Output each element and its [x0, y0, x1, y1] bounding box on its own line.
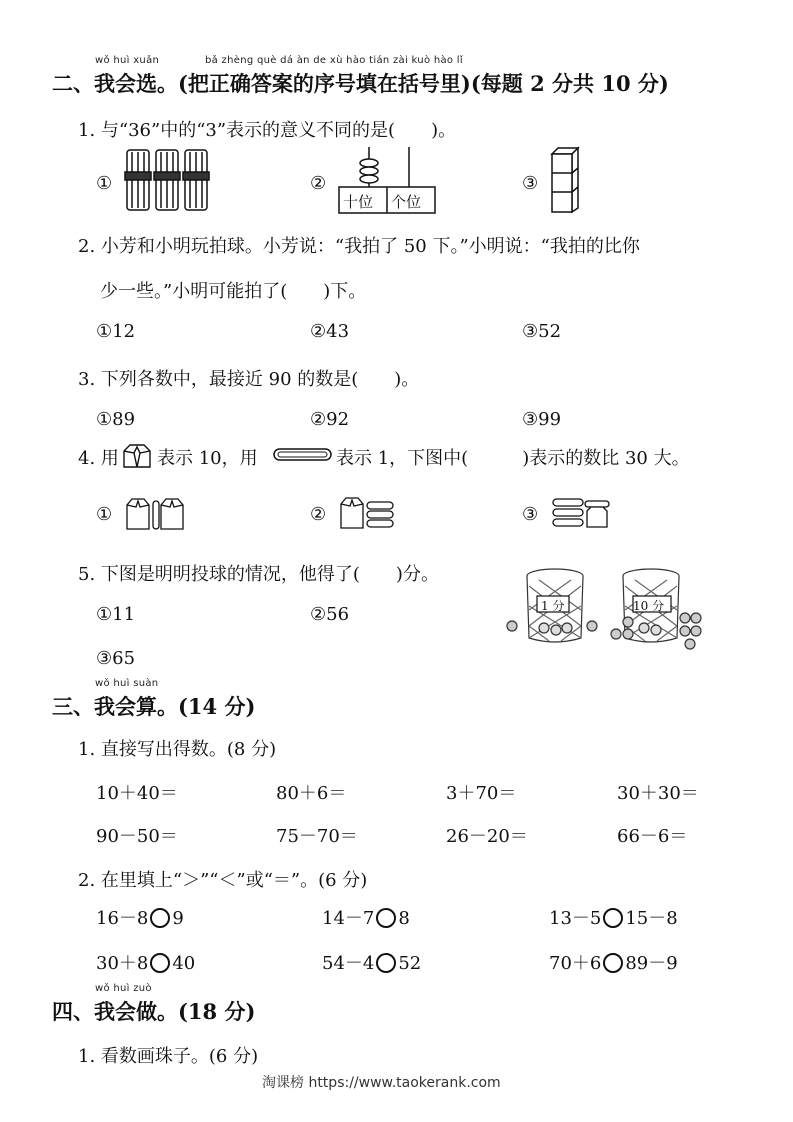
q5-option-3: ③65: [96, 648, 136, 669]
single-stick-icon: [273, 447, 333, 463]
footer-watermark: 淘课榜 https://www.taokerank.com: [262, 1075, 501, 1091]
q1-option-1-label: ①: [96, 173, 113, 194]
q3-option-2: ②92: [310, 409, 350, 430]
calc-item: 80＋6＝: [276, 783, 347, 804]
abacus-tens-label: 十位: [343, 193, 374, 211]
q4-option-2-image: [339, 496, 395, 532]
pinyin-instructions: bǎ zhèng què dá àn de xù hào tián zài kuò hào lǐ: [205, 55, 463, 66]
q2-option-2: ②43: [310, 321, 350, 342]
calc-subtitle: 1. 直接写出得数。(8 分): [78, 739, 277, 760]
question-4-part-1: 4. 用: [78, 448, 119, 469]
compare-item: 70＋6 89－9: [549, 953, 678, 974]
q5-option-1: ①11: [96, 604, 136, 625]
q4-option-1-image: [125, 497, 185, 531]
q2-option-1: ①12: [96, 321, 136, 342]
section-3-title: 三、我会算。(14 分): [52, 694, 256, 719]
answer-circle[interactable]: [603, 908, 623, 928]
q4-option-1-label: ①: [96, 504, 113, 525]
q4-option-3-image: [551, 497, 613, 531]
q4-option-2-label: ②: [310, 504, 327, 525]
pinyin-suan: wǒ huì suàn: [95, 678, 159, 689]
answer-circle[interactable]: [603, 953, 623, 973]
calc-item: 66－6＝: [617, 826, 688, 847]
question-4-part-3: 表示 1，下图中( )表示的数比 30 大。: [336, 448, 690, 469]
pinyin-zuo: wǒ huì zuò: [95, 983, 152, 994]
q5-option-2: ②56: [310, 604, 350, 625]
calc-item: 26－20＝: [446, 826, 528, 847]
pinyin-xuan: wǒ huì xuǎn: [95, 55, 160, 66]
calc-item: 10＋40＝: [96, 783, 178, 804]
question-1: 1. 与“36”中的“3”表示的意义不同的是( )。: [78, 120, 457, 141]
q2-option-3: ③52: [522, 321, 562, 342]
question-5: 5. 下图是明明投球的情况，他得了( )分。: [78, 564, 439, 585]
question-4-part-2: 表示 10，用: [157, 448, 258, 469]
q3-option-1: ①89: [96, 409, 136, 430]
basket-2-label: 10 分: [633, 599, 665, 613]
section-2-title: 二、我会选。(把正确答案的序号填在括号里)(每题 2 分共 10 分): [52, 71, 669, 96]
q4-option-3-label: ③: [522, 504, 539, 525]
compare-item: 30＋8 40: [96, 953, 196, 974]
bundles-of-sticks-image: [125, 148, 210, 214]
compare-item: 13－5 15－8: [549, 908, 678, 929]
question-2-line-1: 2. 小芳和小明玩拍球。小芳说：“我拍了 50 下。”小明说：“我拍的比你: [78, 236, 640, 257]
draw-beads-subtitle: 1. 看数画珠子。(6 分): [78, 1046, 259, 1067]
compare-item: 14－7 8: [322, 908, 410, 929]
q1-option-2-label: ②: [310, 173, 327, 194]
compare-item: 54－4 52: [322, 953, 422, 974]
abacus-ones-label: 个位: [391, 193, 422, 211]
section-4-title: 四、我会做。(18 分): [52, 999, 256, 1024]
answer-circle[interactable]: [376, 953, 396, 973]
basket-1-label: 1 分: [541, 599, 565, 613]
stacked-cubes-image: [550, 146, 580, 214]
calc-item: 3＋70＝: [446, 783, 517, 804]
q1-option-3-label: ③: [522, 173, 539, 194]
question-3: 3. 下列各数中，最接近 90 的数是( )。: [78, 369, 420, 390]
answer-circle[interactable]: [376, 908, 396, 928]
calc-item: 90－50＝: [96, 826, 178, 847]
q3-option-3: ③99: [522, 409, 562, 430]
calc-item: 75－70＝: [276, 826, 358, 847]
bundle-icon: [121, 443, 153, 469]
question-2-line-2: 少一些。”小明可能拍了( )下。: [100, 281, 367, 302]
compare-item: 16－8 9: [96, 908, 184, 929]
calc-item: 30＋30＝: [617, 783, 699, 804]
answer-circle[interactable]: [150, 953, 170, 973]
answer-circle[interactable]: [150, 908, 170, 928]
compare-subtitle: 2. 在里填上“＞”“＜”或“＝”。(6 分): [78, 870, 368, 891]
